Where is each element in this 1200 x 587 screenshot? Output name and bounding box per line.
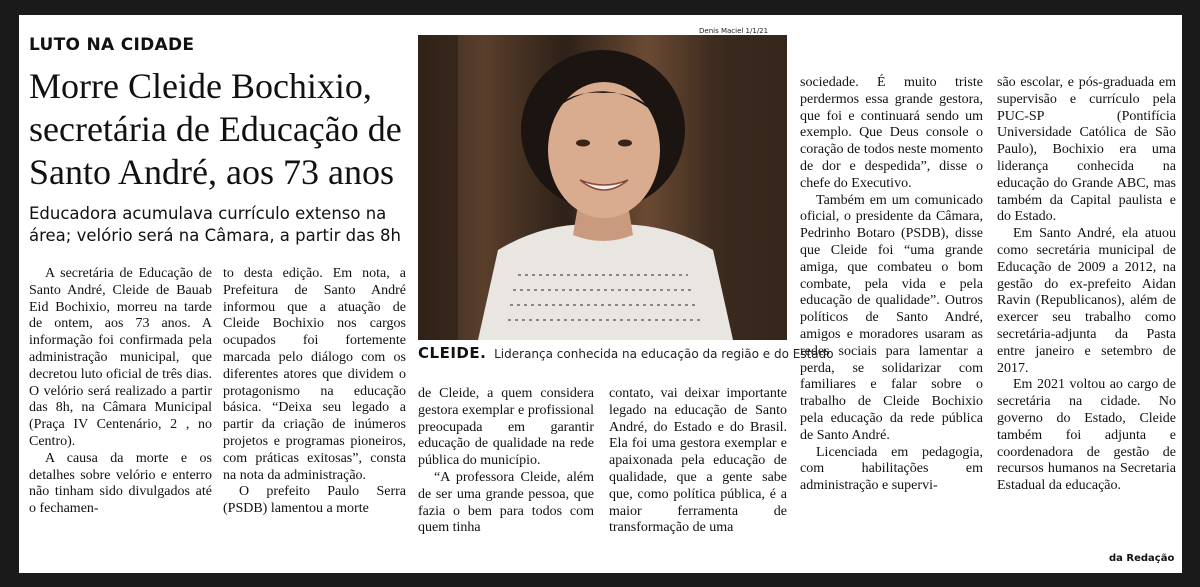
photo-credit: Denis Maciel 1/1/21 (699, 27, 769, 35)
paragraph: são escolar, e pós-graduada em supervisão e currículo pela PUC-SP (Pontifícia Universidade Católica de São Paulo), Bochixio era uma liderança conhecida na educação do Grande ABC, mas também da Capital paulista e do Estado. (997, 75, 1176, 225)
photo-caption (418, 344, 834, 362)
paragraph: contato, vai deixar importante legado na educação de Santo André, do Estado e do Brasil. Ela foi uma gestora exemplar e apaixonada pela educação de qualidade, que a gente sabe que, como política pública, é a maior ferramenta de transformação de uma (609, 386, 787, 536)
paragraph: “A professora Cleide, além de ser uma grande pessoa, que fazia o bem para todos com quem tinha (418, 469, 594, 536)
article-column-6 (997, 75, 1176, 495)
paragraph: to desta edição. Em nota, a Prefeitura de Santo André informou que a atuação de Cleide Bochixio nos cargos ocupados foi fortemente marcada pelo diálogo com os diferentes atores que dividem o protagonismo na educação básica. “Deixa seu legado a partir da criação de inúmeros projetos e programas pioneiros, com práticas exitosas”, consta na nota da administração. (223, 266, 406, 483)
paragraph: A secretária de Educação de Santo André, Cleide de Bauab Eid Bochixio, morreu na tarde de ontem, aos 73 anos. A informação foi confirmada pela administração municipal, que decretou luto oficial de três dias. O velório será realizado a partir das 8h, na Câmara Municipal (Praça IV Centenário, 2 , no Centro). (29, 266, 212, 449)
article-column-1 (29, 266, 212, 518)
article-column-3 (418, 386, 594, 537)
paragraph: sociedade. É muito triste perdermos essa grande gestora, que foi e continuará sendo um exemplo. Que Deus console o coração de todos neste momento de dor e despedida”, disse o chefe do Executivo. (800, 75, 983, 191)
headline: Morre Cleide Bochixio, secretária de Educação de Santo André, aos 73 anos (29, 66, 402, 192)
newspaper-page (19, 15, 1182, 573)
paragraph: Em Santo André, ela atuou como secretária municipal de Educação de 2009 a 2012, na gestão do ex-prefeito Aidan Ravin (Republicanos), além de exercer seu trabalho como secretária-adjunta da Pasta entre janeiro e setembro de 2017. (997, 226, 1176, 376)
paragraph: Também em um comunicado oficial, o presidente da Câmara, Pedrinho Botaro (PSDB), disse que Cleide foi “uma grande amiga, que combateu o bom combate, pela vida e pela educação de qualidade”. Outros políticos de Santo André, amigos e moradores usaram as redes sociais para lamentar a perda, se solidarizar com familiares e falar sobre o trabalho de Cleide Bochixio pela educação da rede pública de Santo André. (800, 192, 983, 443)
subheadline: Educadora acumulava currículo extenso na área; velório será na Câmara, a partir das 8h (29, 204, 401, 245)
caption-text: Liderança conhecida na educação da região e do Estado (494, 347, 834, 361)
paragraph: A causa da morte e os detalhes sobre velório e enterro não tinham sido divulgados até o fechamen- (29, 450, 212, 517)
caption-name: CLEIDE. (418, 344, 487, 362)
paragraph: O prefeito Paulo Serra (PSDB) lamentou a morte (223, 484, 406, 517)
portrait-photo (418, 35, 787, 340)
paragraph: Em 2021 voltou ao cargo de secretária na cidade. No governo do Estado, Cleide também foi adjunta e coordenadora de gestão de recursos humanos na Secretaria Estadual da educação. (997, 377, 1176, 494)
byline-signature: da Redação (1109, 553, 1175, 564)
portrait-illustration (418, 35, 787, 340)
article-column-2 (223, 266, 406, 518)
article-column-4 (609, 386, 787, 537)
section-kicker: LUTO NA CIDADE (29, 35, 195, 55)
article-column-5 (800, 75, 983, 495)
paragraph: Licenciada em pedagogia, com habilitações em administração e supervi- (800, 444, 983, 494)
paragraph: de Cleide, a quem considera gestora exemplar e profissional preocupada em garantir educação de qualidade na rede pública do município. (418, 386, 594, 469)
